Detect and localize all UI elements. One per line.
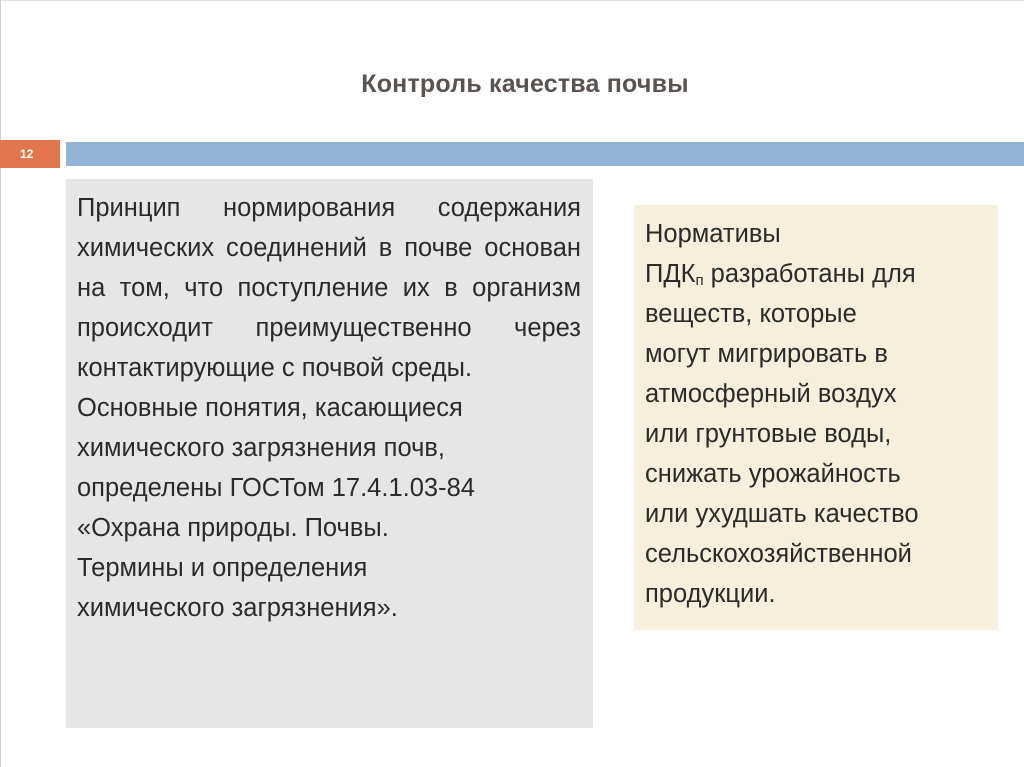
gost-line: химического загрязнения». — [77, 594, 398, 622]
gost-line: Термины и определения — [77, 554, 368, 582]
gost-line: химического загрязнения почв, — [77, 434, 446, 462]
norms-line: веществ, которые — [645, 300, 857, 328]
norms-line: атмосферный воздух — [645, 380, 897, 408]
norms-line: или грунтовые воды, — [645, 420, 892, 448]
norms-line: Нормативы — [645, 220, 781, 248]
norms-paragraph — [645, 214, 988, 614]
gost-line: «Охрана природы. Почвы. — [77, 514, 389, 542]
slide-number-badge: 12 — [0, 140, 60, 168]
right-text-box — [634, 205, 998, 630]
gost-paragraph — [77, 388, 581, 628]
norms-line: снижать урожайность — [645, 460, 901, 488]
pdk-subscript: п — [695, 272, 704, 289]
norms-line: продукции. — [645, 580, 776, 608]
gost-line: Основные понятия, касающиеся — [77, 394, 463, 422]
norms-line: или ухудшать качество — [645, 500, 919, 528]
left-text-box — [66, 179, 593, 728]
norms-line: сельскохозяйственной — [645, 540, 912, 568]
slide-frame-top — [0, 0, 1024, 1]
slide-title: Контроль качества почвы — [361, 70, 689, 98]
header-bar — [66, 142, 1024, 166]
principle-paragraph: Принцип нормирования содержания химических соединений в почве основан на том, что поступление их в организм происходит преимущественно через контактирующие с почвой среды. — [77, 194, 581, 382]
pdk-abbreviation: ПДК — [645, 260, 696, 288]
norms-line: могут мигрировать в — [645, 340, 888, 368]
norms-line: разработаны для — [703, 260, 916, 288]
gost-line: определены ГОСТом 17.4.1.03-84 — [77, 474, 475, 502]
slide-frame-left — [0, 0, 1, 767]
